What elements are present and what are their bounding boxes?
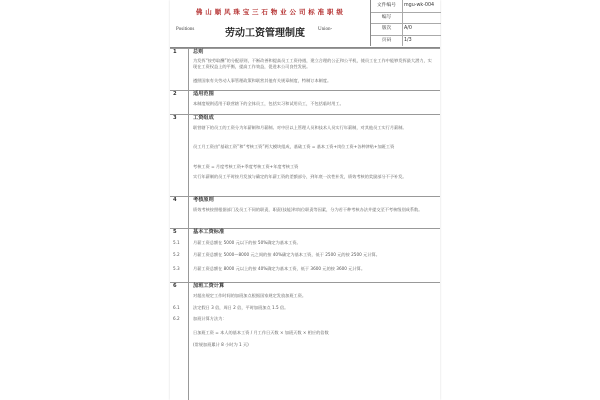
- item-number: 6.1: [173, 305, 180, 310]
- section-number: 5: [173, 229, 177, 235]
- paragraph: 遵照国家有关劳动人事管理政策和联营其他有关规章制度，特制订本制度。: [193, 78, 332, 83]
- paragraph: 本制度规则适用于联营辖下的全体员工，包括实习和试用员工，不包括临时用工。: [193, 101, 344, 106]
- item-number: 5.2: [173, 252, 180, 257]
- meta-value: A/0: [404, 26, 412, 31]
- section-header: [170, 114, 440, 123]
- section-header: [170, 48, 440, 57]
- document-header: [170, 0, 440, 48]
- list-item: 加班计算方法为：: [193, 316, 227, 321]
- meta-value: mgu-wk-004: [404, 3, 435, 8]
- item-number: 5.3: [173, 266, 180, 271]
- meta-key: 页码: [371, 35, 403, 47]
- paragraph: 绩效考核按照根据部门及员工不同的职责，职责(技能)和岗位职责等因素，分为若干种考核办法并提交至不考核级别成系数。: [193, 207, 423, 212]
- list-item: 法定假日 3 倍，周日 2 倍，平时加班加点 1.5 倍。: [193, 305, 289, 310]
- list-item: 月薪工资总额在 5000 元以下的按 50%确定为基本工资。: [193, 240, 301, 245]
- subtitle-right: Union-: [318, 27, 333, 32]
- section-title: 加班工资计算: [193, 283, 225, 289]
- meta-key: 编写: [371, 12, 403, 24]
- section-number: 4: [173, 197, 177, 203]
- section-number: 1: [173, 49, 177, 55]
- item-number: 6.2: [173, 316, 180, 321]
- section-title: 总则: [193, 49, 204, 55]
- item-number: 5.1: [173, 240, 180, 245]
- margin-rule: [188, 48, 189, 400]
- paragraph: 对超出规定工作时间的加班加点根据国家规定发放加班工资。: [193, 293, 307, 298]
- meta-row: [371, 35, 441, 47]
- section-title: 适用范围: [193, 91, 214, 97]
- meta-key: 版次: [371, 23, 403, 35]
- section-header: [170, 196, 440, 205]
- section-header: [170, 282, 440, 291]
- formula-line: 日加班工资 = 本人的基本工资 / 月工作日天数 × 加班天数 × 相应的倍数: [193, 330, 329, 335]
- subtitle-left: Positions: [176, 27, 195, 32]
- meta-value: 1/3: [404, 37, 412, 43]
- section-title: 考核原则: [193, 197, 214, 203]
- section-header: [170, 90, 440, 99]
- section-header: [170, 228, 440, 237]
- section-title: 基本工资标准: [193, 229, 225, 235]
- section-number: 2: [173, 91, 177, 97]
- list-item: 月薪工资总额在 5000—8000 元之间的按 40%确定为基本工资，低于 2500 元的按 2500 元计算。: [193, 252, 380, 257]
- paragraph: 员工月工资由“基础工资”和“考核工资”两大模块组成，基础工资 = 基本工资+岗位工资+各种津贴+加班工资: [193, 144, 395, 149]
- paragraph: 实行年薪制的员工平时按月发放与确定的年薪工资的差额部分，到年底一次性补发，绩效考核的奖励部分不予补发。: [193, 174, 407, 179]
- meta-key: 文件编号: [371, 0, 403, 12]
- section-number: 6: [173, 283, 177, 289]
- document-page: [170, 0, 440, 400]
- paragraph: 考核工资 = 月度考核工资+季度考核工资+年度考核工资: [193, 164, 299, 169]
- section-number: 3: [173, 115, 177, 121]
- document-title: 劳动工资管理制度: [225, 28, 305, 39]
- section-title: 工资组成: [193, 115, 214, 121]
- formula-note: (常规加班累计 8 小时为 1 天): [193, 342, 249, 347]
- paragraph: 联营辖下的员工的工资分为年薪制和月薪制。对中层以上管理人员和技术人员实行年薪制，对其他员工实行月薪制。: [193, 125, 407, 130]
- document-meta-table: [370, 0, 441, 46]
- list-item: 月薪工资总额在 8000 元以上的按 40%确定为基本工资，低于 3600 元的按 3600 元计算。: [193, 266, 366, 271]
- company-name: 佛 山 顺 风 珠 宝 三 石 物 业 公 司 标 准 职 级: [195, 8, 344, 16]
- paragraph: 为发挥“按劳取酬”的分配原则，不断改善和提高员工工资待遇，建立合理的公正和公平机，使员工在工作中能够发挥最大潜力，实现在工资权益上的平衡，提高工作效益，促进本公司良性发展。: [193, 58, 432, 69]
